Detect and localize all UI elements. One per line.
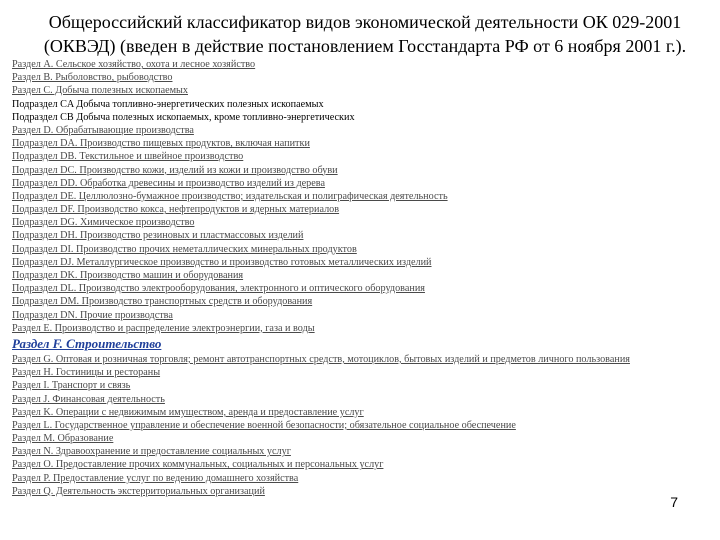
list-item[interactable] [12,335,712,353]
section-link[interactable]: Раздел D. Обрабатывающие производства [12,124,194,136]
list-item[interactable] [12,353,712,366]
list-item[interactable] [12,177,712,190]
list-item[interactable] [12,393,712,406]
list-item[interactable] [12,419,712,432]
section-link[interactable]: Раздел K. Операции с недвижимым имуществом, аренда и предоставление услуг [12,406,364,418]
list-item[interactable] [12,379,712,392]
section-link[interactable]: Раздел I. Транспорт и связь [12,380,131,392]
list-item[interactable] [12,58,712,71]
section-text: Подраздел CA Добыча топливно-энергетических полезных ископаемых [12,98,324,110]
list-item[interactable] [12,472,712,485]
list-item[interactable] [12,229,712,242]
section-link[interactable]: Раздел L. Государственное управление и обеспечение военной безопасности; обязательное социальное обеспечение [12,419,516,431]
list-item[interactable] [12,295,712,308]
section-link[interactable]: Раздел Q. Деятельность экстерриториальных организаций [12,485,265,497]
list-item[interactable] [12,84,712,97]
list-item[interactable] [12,432,712,445]
page-title: Общероссийский классификатор видов экономической деятельности ОК 029-2001 (ОКВЭД) (введен в действие постановлением Госстандарта РФ от 6 ноября 2001 г.). [43,12,687,56]
section-link[interactable]: Подраздел DA. Производство пищевых продуктов, включая напитки [12,138,310,150]
section-link[interactable]: Раздел J. Финансовая деятельность [12,393,165,405]
section-link[interactable]: Раздел E. Производство и распределение электроэнергии, газа и воды [12,322,315,334]
section-link[interactable]: Подраздел DN. Прочие производства [12,309,173,321]
list-item[interactable] [12,243,712,256]
section-text: Подраздел CB Добыча полезных ископаемых, кроме топливно-энергетических [12,111,355,123]
section-link[interactable]: Подраздел DK. Производство машин и оборудования [12,270,244,281]
section-link[interactable]: Подраздел DL. Производство электрооборудования, электронного и оптического оборудования [12,283,425,295]
list-item[interactable] [12,137,712,150]
section-link[interactable]: Подраздел DC. Производство кожи, изделий из кожи и производство обуви [12,164,338,176]
page-number: 7 [670,494,678,510]
list-item[interactable] [12,164,712,177]
list-item[interactable] [12,282,712,295]
section-link[interactable]: Подраздел DH. Производство резиновых и пластмассовых изделий [12,230,304,242]
section-link[interactable]: Подраздел DJ. Металлургическое производство и производство готовых металлических изделий [12,256,432,268]
section-link[interactable]: Подраздел DG. Химическое производство [12,217,195,229]
section-link[interactable]: Раздел F. Строительство [12,335,162,351]
list-item[interactable] [12,256,712,269]
classifier-list [12,58,712,498]
list-item[interactable] [12,216,712,229]
list-item[interactable] [12,309,712,322]
section-link[interactable]: Раздел P. Предоставление услуг по ведению домашнего хозяйства [12,472,299,484]
section-link[interactable]: Раздел M. Образование [12,433,114,445]
section-link[interactable]: Подраздел DF. Производство кокса, нефтепродуктов и ядерных материалов [12,204,340,216]
section-link[interactable]: Подраздел DE. Целлюлозно-бумажное производство; издательская и полиграфическая деятельность [12,190,448,202]
section-link[interactable]: Раздел C. Добыча полезных ископаемых [12,85,188,97]
list-item[interactable] [12,406,712,419]
list-item[interactable] [12,445,712,458]
section-link[interactable]: Раздел H. Гостиницы и рестораны [12,367,161,379]
list-item[interactable] [12,485,712,498]
list-item[interactable] [12,71,712,84]
section-link[interactable]: Раздел N. Здравоохранение и предоставление социальных услуг [12,446,291,458]
section-link[interactable]: Раздел O. Предоставление прочих коммунальных, социальных и персональных услуг [12,459,384,471]
list-item[interactable] [12,190,712,203]
list-item[interactable] [12,366,712,379]
list-item[interactable] [12,203,712,216]
list-item[interactable] [12,269,712,282]
list-item[interactable] [12,124,712,137]
list-item [12,98,712,111]
section-link[interactable]: Подраздел DB. Текстильное и швейное производство [12,151,244,163]
section-link[interactable]: Раздел A. Сельское хозяйство, охота и лесное хозяйство [12,59,256,70]
section-link[interactable]: Раздел G. Оптовая и розничная торговля; ремонт автотранспортных средств, мотоциклов, бытовых изделий и предметов личного пользования [12,353,630,365]
list-item[interactable] [12,458,712,471]
section-link[interactable]: Раздел B. Рыболовство, рыбоводство [12,72,173,84]
list-item[interactable] [12,322,712,335]
section-link[interactable]: Подраздел DM. Производство транспортных средств и оборудования [12,296,313,308]
section-link[interactable]: Подраздел DD. Обработка древесины и производство изделий из дерева [12,177,325,189]
list-item [12,111,712,124]
section-link[interactable]: Подраздел DI. Производство прочих неметаллических минеральных продуктов [12,243,357,255]
list-item[interactable] [12,150,712,163]
